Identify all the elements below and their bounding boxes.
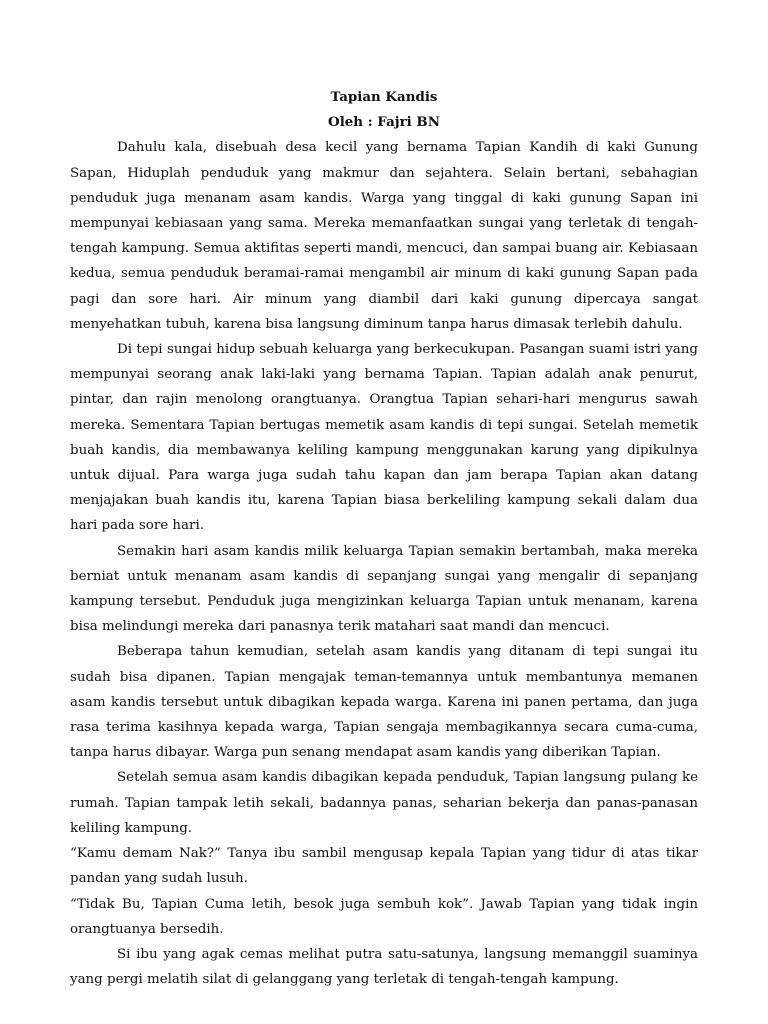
body-paragraph: Di tepi sungai hidup sebuah keluarga yang berkecukupan. Pasangan suami istri yang mempunyai seorang anak laki-laki yang bernama Tapian. Tapian adalah anak penurut, pintar, dan rajin menolong orangtuanya. Orangtua Tapian sehari-hari mengurus sawah mereka. Sementara Tapian bertugas memetik asam kandis di tepi sungai. Setelah memetik buah kandis, dia membawanya keliling kampung menggunakan karung yang dipikulnya untuk dijual. Para warga juga sudah tahu kapan dan jam berapa Tapian akan datang menjajakan buah kandis itu, karena Tapian biasa berkeliling kampung sekali dalam dua hari pada sore hari. [70, 342, 698, 534]
body-paragraph: Semakin hari asam kandis milik keluarga Tapian semakin bertambah, maka mereka berniat untuk menanam asam kandis di sepanjang sungai yang mengalir di sepanjang kampung tersebut. Penduduk juga mengizinkan keluarga Tapian untuk menanam, karena bisa melindungi mereka dari panasnya terik matahari saat mandi dan mencuci. [70, 543, 698, 635]
body-paragraph: “Kamu demam Nak?” Tanya ibu sambil mengusap kepala Tapian yang tidur di atas tikar pandan yang sudah lusuh. [70, 846, 698, 887]
document-title: Tapian Kandis [330, 89, 438, 105]
body-paragraph: Si ibu yang agak cemas melihat putra satu-satunya, langsung memanggil suaminya yang pergi melatih silat di gelanggang yang terletak di tengah-tengah kampung. [70, 946, 698, 988]
body-paragraph: Beberapa tahun kemudian, setelah asam kandis yang ditanam di tepi sungai itu sudah bisa dipanen. Tapian mengajak teman-temannya untuk membantunya memanen asam kandis tersebut untuk dibagikan kepada warga. Karena ini panen pertama, dan juga rasa terima kasihnya kepada warga, Tapian sengaja membagikannya secara cuma-cuma, tanpa harus dibayar. Warga pun senang mendapat asam kandis yang diberikan Tapian. [70, 644, 698, 761]
document-page [70, 85, 698, 992]
body-paragraph: Setelah semua asam kandis dibagikan kepada penduduk, Tapian langsung pulang ke rumah. Tapian tampak letih sekali, badannya panas, seharian bekerja dan panas-panasan keliling kampung. [70, 770, 698, 836]
document-body [70, 135, 698, 992]
body-paragraph: Dahulu kala, disebuah desa kecil yang bernama Tapian Kandih di kaki Gunung Sapan, Hiduplah penduduk yang makmur dan sejahtera. Selain bertani, sebahagian penduduk juga menanam asam kandis. Warga yang tinggal di kaki gunung Sapan ini mempunyai kebiasaan yang sama. Mereka memanfaatkan sungai yang terletak di tengah-tengah kampung. Semua aktifitas seperti mandi, mencuci, dan sampai buang air. Kebiasaan kedua, semua penduduk beramai-ramai mengambil air minum di kaki gunung Sapan pada pagi dan sore hari. Air minum yang diambil dari kaki gunung dipercaya sangat menyehatkan tubuh, karena bisa langsung diminum tanpa harus dimasak terlebih dahulu. [70, 140, 698, 332]
body-paragraph: “Tidak Bu, Tapian Cuma letih, besok juga sembuh kok”. Jawab Tapian yang tidak ingin orangtuanya bersedih. [70, 896, 698, 937]
document-author: Oleh : Fajri BN [328, 114, 440, 131]
